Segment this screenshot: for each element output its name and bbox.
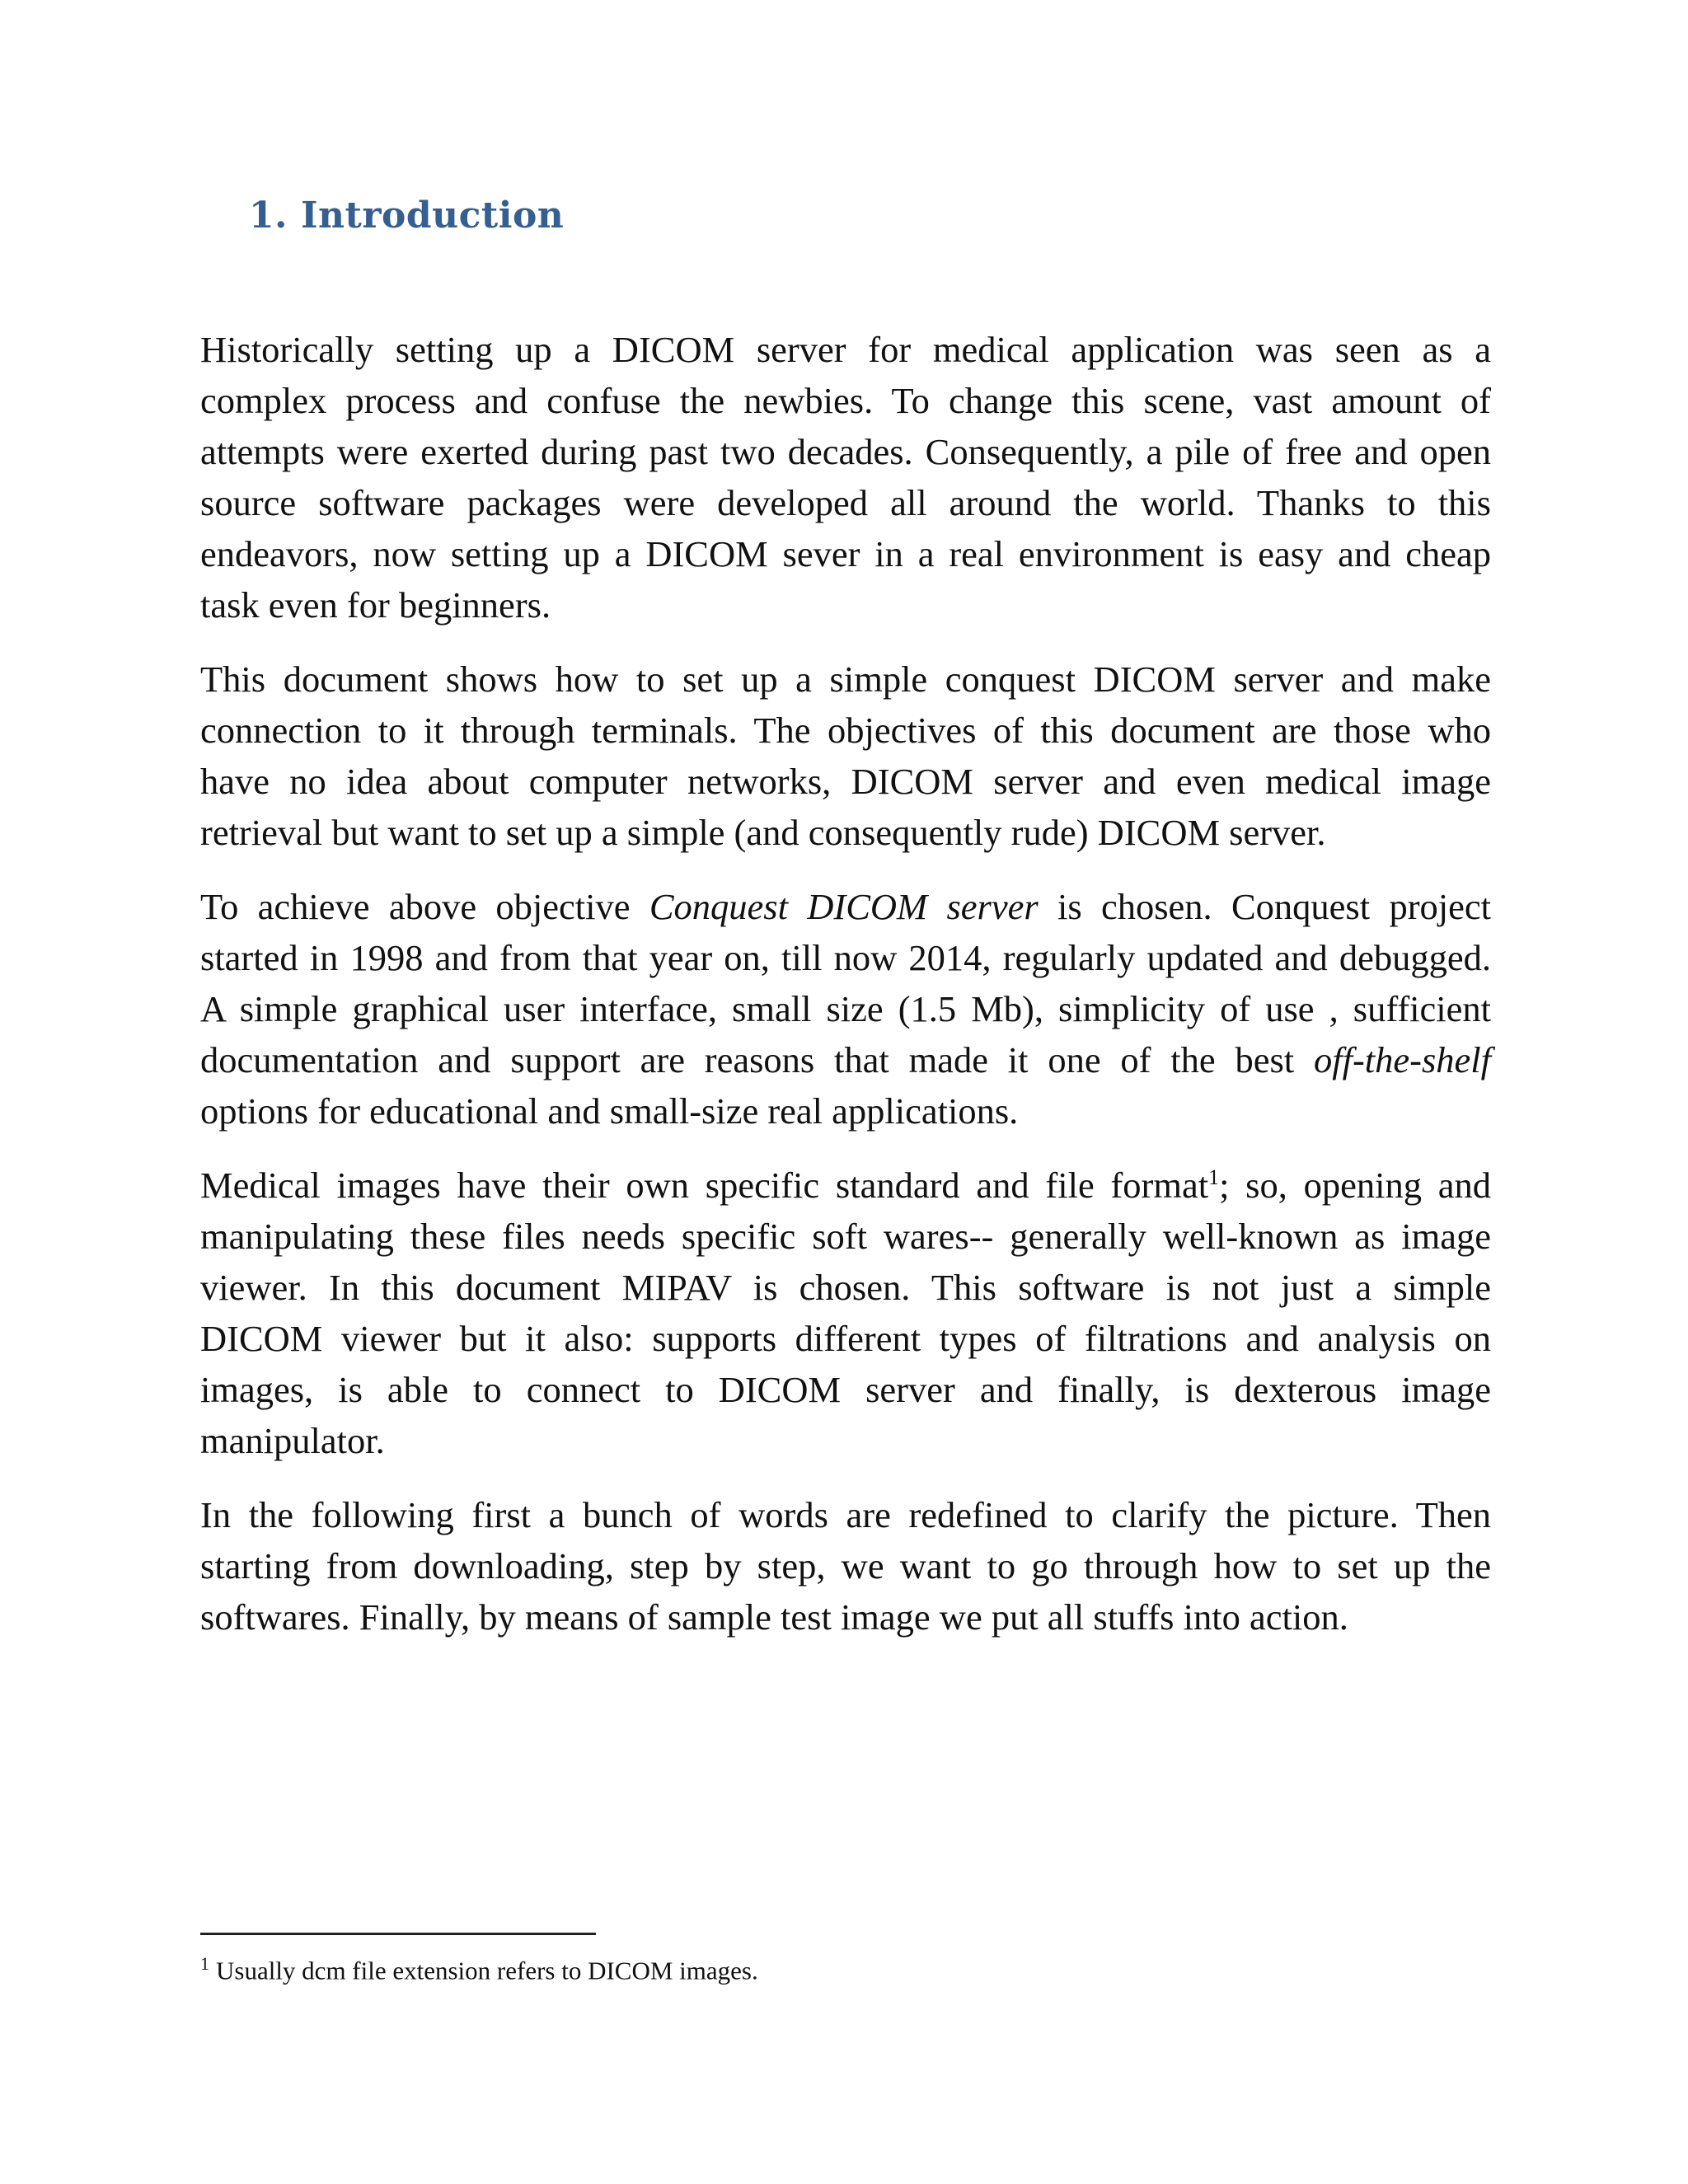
footnote-text: Usually dcm file extension refers to DICOM images. — [216, 1956, 758, 1985]
text-line: viewer. In this document MIPAV is chosen. This software is not just a simple — [200, 1267, 1491, 1308]
section-number: 1. — [249, 194, 288, 237]
paragraph-history — [200, 324, 1491, 630]
text-line: images, is able to connect to DICOM server and finally, is dexterous image — [200, 1369, 1491, 1410]
text-line: endeavors, now setting up a DICOM sever in a real environment is easy and cheap — [200, 533, 1491, 574]
paragraph-outline — [200, 1489, 1491, 1643]
text-line: source software packages were developed all around the world. Thanks to this — [200, 482, 1491, 523]
text-line: A simple graphical user interface, small size (1.5 Mb), simplicity of use , sufficient — [200, 988, 1491, 1029]
footnote-reference[interactable]: 1 — [1208, 1165, 1220, 1190]
body-text — [200, 324, 1491, 1666]
emphasis-off-the-shelf: off-the-shelf — [1313, 1039, 1491, 1080]
text-segment: To achieve above objective — [200, 886, 649, 927]
text-line: task even for beginners. — [200, 584, 551, 626]
section-title: Introduction — [300, 194, 565, 237]
text-line: DICOM viewer but it also: supports different types of filtrations and analysis on — [200, 1318, 1491, 1359]
footnote — [200, 1953, 758, 1985]
text-line: retrieval but want to set up a simple (and consequently rude) DICOM server. — [200, 812, 1326, 853]
paragraph-mipav — [200, 1160, 1491, 1466]
text-line: In the following first a bunch of words are redefined to clarify the picture. Then — [200, 1494, 1491, 1535]
text-line: complex process and confuse the newbies. To change this scene, vast amount of — [200, 380, 1491, 421]
text-line: Historically setting up a DICOM server for medical application was seen as a — [200, 329, 1491, 370]
text-line: connection to it through terminals. The objectives of this document are those who — [200, 710, 1491, 751]
text-line: options for educational and small-size real applications. — [200, 1090, 1019, 1132]
paragraph-purpose — [200, 654, 1491, 858]
text-line: attempts were exerted during past two decades. Consequently, a pile of free and open — [200, 431, 1491, 472]
footnote-mark: 1 — [200, 1953, 209, 1974]
text-line: manipulator. — [200, 1420, 385, 1461]
text-line: started in 1998 and from that year on, till now 2014, regularly updated and debugged. — [200, 937, 1491, 978]
text-line: manipulating these files needs specific soft wares-- generally well-known as image — [200, 1216, 1491, 1257]
text-line — [200, 1160, 1491, 1211]
footnote-separator — [200, 1933, 596, 1935]
text-line — [200, 1034, 1491, 1085]
text-line: softwares. Finally, by means of sample test image we put all stuffs into action. — [200, 1596, 1348, 1638]
emphasis-conquest: Conquest DICOM server — [649, 886, 1039, 927]
text-line — [200, 881, 1491, 932]
text-line: This document shows how to set up a simple conquest DICOM server and make — [200, 658, 1491, 700]
text-line: starting from downloading, step by step, we want to go through how to set up the — [200, 1545, 1491, 1586]
text-line: have no idea about computer networks, DICOM server and even medical image — [200, 761, 1491, 802]
section-heading — [249, 194, 564, 237]
paragraph-conquest — [200, 881, 1491, 1137]
text-segment: ; so, opening and — [1219, 1165, 1491, 1206]
text-segment: Medical images have their own specific standard and file format — [200, 1165, 1209, 1206]
text-segment: is chosen. Conquest project — [1038, 886, 1491, 927]
text-segment: documentation and support are reasons that made it one of the best — [200, 1039, 1314, 1080]
